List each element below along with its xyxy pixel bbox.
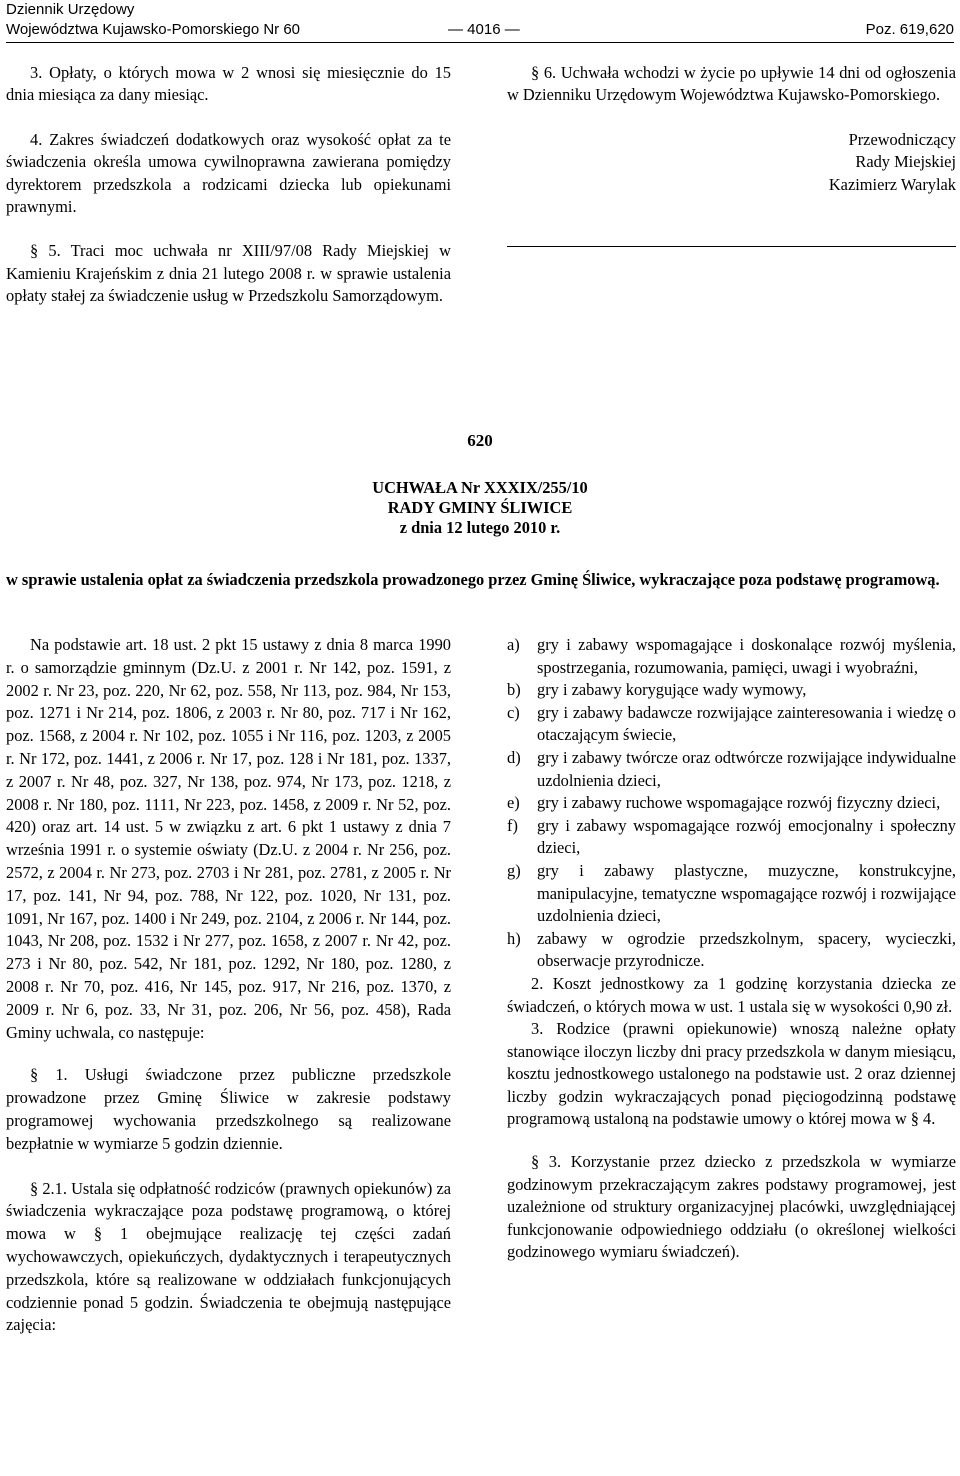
prev-section-5: § 5. Traci moc uchwała nr XIII/97/08 Rady Miejskiej w Kamieniu Krajeńskim z dnia 21 lutego 2008 r. w sprawie ustalenia opłaty stałej za świadczenie usług w Przedszkolu Samorządowym. bbox=[6, 241, 451, 306]
list-item bbox=[507, 928, 956, 973]
journal-voivodeship: Województwa Kujawsko-Pomorskiego Nr 60 bbox=[6, 21, 301, 38]
resolution-heading bbox=[0, 478, 960, 538]
list-item bbox=[507, 747, 956, 792]
section-2-3: 3. Rodzice (prawni opiekunowie) wnoszą należne opłaty stanowiące iloczyn liczby dni pracy przedszkola w danym miesiącu, kosztu jednostkowego ustalonego na podstawie ust. 2 oraz dziennej liczby godzin wykraczających ponad pięciogodzinną podstawę programową ustaloną na podstawie umowy o której mowa w § 4. bbox=[507, 1019, 956, 1129]
list-item-text: gry i zabawy twórcze oraz odtwórcze rozwijające indywidualne uzdolnienia dzieci, bbox=[537, 747, 956, 790]
list-item-label: a) bbox=[507, 635, 520, 654]
list-item-label: c) bbox=[507, 702, 520, 722]
list-item bbox=[507, 860, 956, 928]
list-item-label: d) bbox=[507, 747, 521, 767]
resolution-council: RADY GMINY ŚLIWICE bbox=[387, 498, 573, 517]
list-item-label: h) bbox=[507, 928, 521, 948]
resolution-date: z dnia 12 lutego 2010 r. bbox=[399, 518, 561, 537]
preamble: Na podstawie art. 18 ust. 2 pkt 15 ustawy z dnia 8 marca 1990 r. o samorządzie gminnym (Dz.U. z 2001 r. Nr 142, poz. 1591, z 2002 r. Nr 23, poz. 220, Nr 62, poz. 558, Nr 113, poz. 984, Nr 153, poz. 1271 i Nr 214, poz. 1806, z 2003 r. Nr 80, poz. 717 i Nr 162, poz. 1568, z 2004 r. Nr 102, poz. 1055 i Nr 116, poz. 1203, z 2005 r. Nr 172, poz. 1441, z 2006 r. Nr 17, poz. 128 i Nr 181, poz. 1337, z 2007 r. Nr 48, poz. 327, Nr 138, poz. 974, Nr 173, poz. 1218, z 2008 r. Nr 180, poz. 1111, Nr 223, poz. 1458, z 2009 r. Nr 52, poz. 420) oraz art. 14 ust. 5 w związku z art. 6 pkt 1 ustawy z dnia 7 września 1991 r. o systemie oświaty (Dz.U. z 2004 r. Nr 256, poz. 2572, z 2004 r. Nr 273, poz. 2703 i Nr 281, poz. 2781, z 2005 r. Nr 17, poz. 141, Nr 94, poz. 788, Nr 122, poz. 1020, Nr 131, poz. 1091, Nr 167, poz. 1400 i Nr 249, poz. 2104, z 2006 r. Nr 144, poz. 1043, Nr 208, poz. 1532 i Nr 277, poz. 1658, z 2007 r. Nr 42, poz. 273 i Nr 80, poz. 542, Nr 181, poz. 1292, Nr 180, poz. 1280, z 2008 r. Nr 70, poz. 416, Nr 145, poz. 917, Nr 216, poz. 1370, z 2009 r. Nr 6, poz. 33, Nr 31, poz. 206, Nr 56, poz. 458), Rada Gminy uchwala, co następuje: bbox=[6, 635, 451, 1042]
header-line bbox=[6, 20, 954, 40]
signature-name: Kazimierz Warylak bbox=[828, 174, 956, 194]
signature-body: Rady Miejskiej bbox=[855, 152, 956, 172]
section-3: § 3. Korzystanie przez dziecko z przedszkola w wymiarze godzinowym przekraczającym zakres podstawy programowej, jest uzależnione od struktury organizacyjnej placówki, uwzględniającej funkcjonowanie odpowiedniego oddziału (o określonej wielkości godzinowego wymiaru świadczeń). bbox=[507, 1152, 956, 1262]
list-item-text: gry i zabawy plastyczne, muzyczne, konstrukcyjne, manipulacyjne, tematyczne wspomagające rozwój i rozwijające uzdolnienia dzieci, bbox=[537, 860, 956, 926]
activities-list bbox=[507, 634, 956, 973]
list-item-label: g) bbox=[507, 860, 521, 880]
resolution-subject: w sprawie ustalenia opłat za świadczenia przedszkola prowadzonego przez Gminę Śliwice, wykraczające poza podstawę programową. bbox=[6, 570, 940, 589]
header-rule bbox=[6, 42, 954, 43]
section-separator bbox=[507, 246, 956, 247]
list-item-text: gry i zabawy badawcze rozwijające zainteresowania i wiedzę o otaczającym świecie, bbox=[537, 702, 956, 745]
page-number: — 4016 — bbox=[448, 21, 520, 38]
resolution-title: UCHWAŁA Nr XXXIX/255/10 bbox=[372, 478, 588, 497]
list-item bbox=[507, 815, 956, 860]
list-item bbox=[507, 679, 956, 702]
list-item-text: gry i zabawy wspomagające rozwój emocjonalny i społeczny dzieci, bbox=[537, 815, 956, 858]
list-item-text: zabawy w ogrodzie przedszkolnym, spacery, wycieczki, obserwacje przyrodnicze. bbox=[537, 928, 956, 971]
position-number: Poz. 619,620 bbox=[865, 21, 954, 38]
section-1: § 1. Usługi świadczone przez publiczne przedszkole prowadzone przez Gminę Śliwice w zakresie podstawy programowej wychowania przedszkolnego są realizowane bezpłatnie w wymiarze 5 godzin dziennie. bbox=[6, 1065, 451, 1153]
body-left-column bbox=[6, 634, 451, 1337]
signature-role: Przewodniczący bbox=[848, 129, 956, 149]
list-item-text: gry i zabawy ruchowe wspomagające rozwój fizyczny dzieci, bbox=[537, 793, 941, 813]
resolution-number: 620 bbox=[467, 431, 493, 450]
section-2-1: § 2.1. Ustala się odpłatność rodziców (prawnych opiekunów) za świadczenia wykraczające poza podstawę programową, o której mowa w § 1 obejmujące realizację tej części zadań wychowawczych, opiekuńczych, dydaktycznych i terapeutycznych przedszkola, które są realizowane w oddziałach funkcjonujących codziennie ponad 5 godzin. Świadczenia te obejmują następujące zajęcia: bbox=[6, 1178, 451, 1335]
journal-title: Dziennik Urzędowy bbox=[6, 1, 135, 18]
list-item bbox=[507, 792, 956, 815]
list-item-text: gry i zabawy wspomagające i doskonalące rozwój myślenia, spostrzegania, rozumowania, pamięci, uwagi i wyobraźni, bbox=[537, 635, 956, 677]
list-item-label: f) bbox=[507, 815, 518, 835]
list-item bbox=[507, 702, 956, 747]
list-item-label: e) bbox=[507, 793, 520, 813]
list-item-label: b) bbox=[507, 680, 521, 700]
list-item-text: gry i zabawy korygujące wady wymowy, bbox=[537, 680, 807, 700]
prev-right-column bbox=[507, 62, 956, 196]
prev-paragraph-4: 4. Zakres świadczeń dodatkowych oraz wysokość opłat za te świadczenia określa umowa cywilnoprawna zawierana pomiędzy dyrektorem przedszkola a rodzicami dziecka lub opiekunami prawnymi. bbox=[6, 129, 451, 217]
prev-section-6: § 6. Uchwała wchodzi w życie po upływie 14 dni od ogłoszenia w Dzienniku Urzędowym Województwa Kujawsko-Pomorskiego. bbox=[507, 63, 956, 105]
section-2-2: 2. Koszt jednostkowy za 1 godzinę korzystania dziecka ze świadczeń, o których mowa w ust. 1 ustala się w wysokości 0,90 zł. bbox=[507, 973, 956, 1016]
list-item bbox=[507, 634, 956, 679]
prev-left-column bbox=[6, 62, 451, 308]
prev-paragraph-3: 3. Opłaty, o których mowa w 2 wnosi się miesięcznie do 15 dnia miesiąca za dany miesiąc. bbox=[6, 63, 451, 105]
body-right-column bbox=[507, 634, 956, 1264]
